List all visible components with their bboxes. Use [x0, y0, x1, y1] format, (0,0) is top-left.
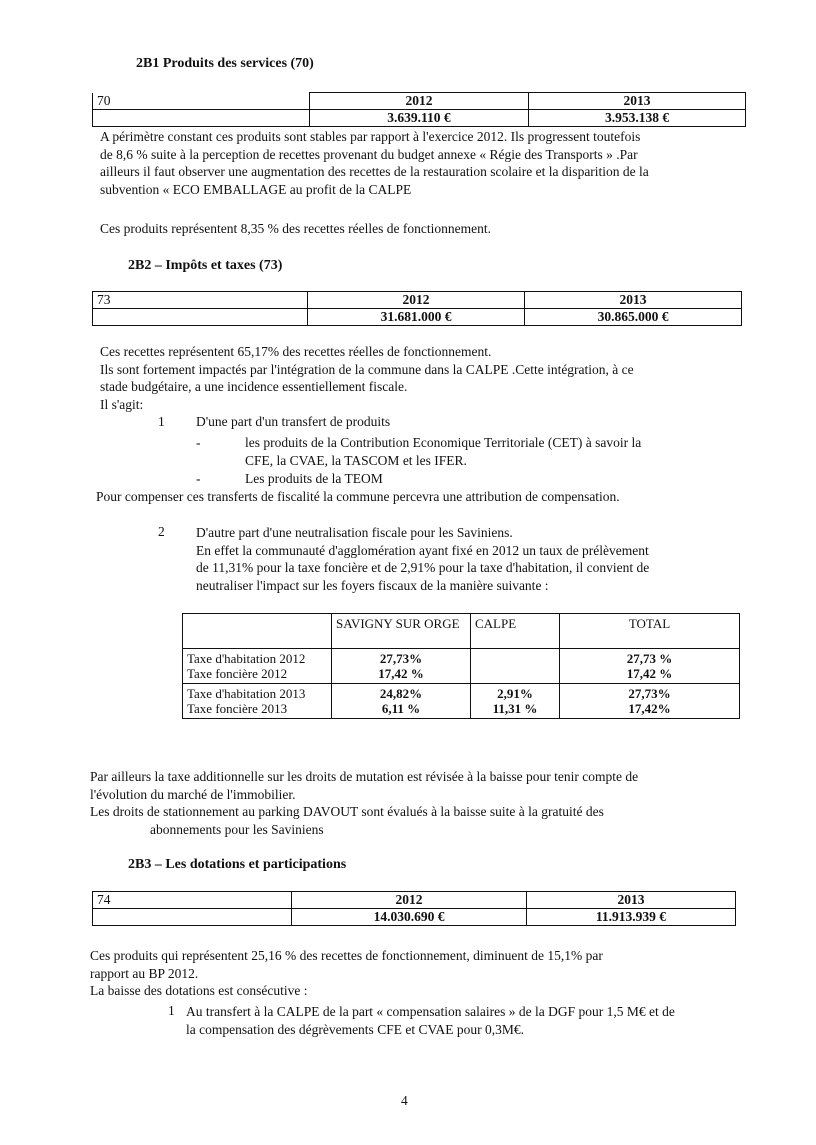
- value: 24,82%: [379, 686, 423, 701]
- tax-cell: [332, 684, 471, 719]
- list-item: [186, 1003, 675, 1038]
- tax-header-total: TOTAL: [560, 614, 740, 649]
- text-line: Les droits de stationnement au parking DAVOUT sont évalués à la baisse suite à la gratuité des: [90, 804, 604, 819]
- tax-cell: [471, 649, 560, 684]
- text-line: La baisse des dotations est consécutive :: [90, 983, 308, 998]
- text-line: Il s'agit:: [100, 396, 144, 412]
- table-code: 74: [93, 892, 292, 909]
- value: 6,11 %: [381, 701, 421, 716]
- value: 17,42 %: [378, 666, 424, 681]
- text-line: neutraliser l'impact sur les foyers fiscaux de la manière suivante :: [196, 577, 549, 593]
- text-line: Ces produits qui représentent 25,16 % des recettes de fonctionnement, diminuent de 15,1% par: [90, 948, 603, 963]
- table-header-2013: 2013: [525, 292, 742, 309]
- value: 17,42%: [628, 701, 671, 716]
- list-subitem: CFE, la CVAE, la TASCOM et les IFER.: [245, 453, 467, 468]
- text-line: de 8,6 % suite à la perception de recettes provenant du budget annexe « Régie des Transports » .Par: [100, 146, 638, 162]
- table-value-2012: 14.030.690 €: [292, 909, 527, 926]
- tax-row-label: [183, 684, 332, 719]
- paragraph: Pour compenser ces transferts de fiscalité la commune percevra une attribution de compensation.: [96, 489, 620, 504]
- tax-row-label: [183, 649, 332, 684]
- table-value-2013: 3.953.138 €: [529, 110, 746, 127]
- label-line: Taxe d'habitation 2012: [187, 651, 306, 666]
- text-line: stade budgétaire, a une incidence essentiellement fiscale.: [100, 379, 408, 394]
- paragraph: [90, 768, 638, 838]
- list-item: D'une part d'un transfert de produits: [196, 414, 391, 429]
- tax-cell: [471, 684, 560, 719]
- tax-header-calpe: CALPE: [471, 614, 560, 649]
- tax-rate-table: [182, 613, 740, 719]
- dash-mark: -: [196, 435, 201, 450]
- table-header-2013: 2013: [529, 93, 746, 110]
- tax-cell: [332, 649, 471, 684]
- list-subitem: Les produits de la TEOM: [245, 471, 383, 486]
- page-number: 4: [401, 1093, 408, 1108]
- table-code: 70: [93, 93, 310, 110]
- list-number: 2: [158, 524, 165, 539]
- text-line: Ces recettes représentent 65,17% des recettes réelles de fonctionnement.: [100, 344, 492, 359]
- text-line: la compensation des dégrèvements CFE et CVAE pour 0,3M€.: [186, 1021, 524, 1037]
- text-line: En effet la communauté d'agglomération ayant fixé en 2012 un taux de prélèvement: [196, 542, 649, 558]
- table-73: [92, 291, 742, 326]
- table-empty-cell: [93, 110, 310, 127]
- paragraph: [100, 128, 649, 198]
- list-item: [196, 524, 649, 594]
- value: 17,42 %: [626, 666, 673, 681]
- text-line: Ils sont fortement impactés par l'intégration de la commune dans la CALPE .Cette intégration, à ce: [100, 361, 634, 377]
- table-70: [92, 92, 746, 127]
- paragraph: [100, 343, 634, 413]
- table-header-2012: 2012: [308, 292, 525, 309]
- text-line: de 11,31% pour la taxe foncière et de 2,91% pour la taxe d'habitation, il convient de: [196, 560, 650, 575]
- value: 27,73%: [628, 686, 671, 701]
- section-title-2b2: 2B2 – Impôts et taxes (73): [128, 258, 283, 273]
- text-line: subvention « ECO EMBALLAGE au profit de la CALPE: [100, 181, 412, 197]
- paragraph: [90, 947, 603, 1000]
- value: 27,73%: [379, 651, 423, 666]
- text-line: ailleurs il faut observer une augmentation des recettes de la restauration scolaire et la disparition de la: [100, 164, 649, 179]
- label-line: Taxe foncière 2013: [187, 701, 288, 716]
- table-value-2013: 11.913.939 €: [527, 909, 736, 926]
- table-header-2013: 2013: [527, 892, 736, 909]
- table-header-2012: 2012: [292, 892, 527, 909]
- tax-header-savigny: SAVIGNY SUR ORGE: [332, 614, 471, 649]
- tax-header-empty: [183, 614, 332, 649]
- text-line: D'autre part d'une neutralisation fiscale pour les Saviniens.: [196, 525, 513, 540]
- tax-cell: [560, 684, 740, 719]
- text-line: Par ailleurs la taxe additionnelle sur les droits de mutation est révisée à la baisse pour tenir compte de: [90, 769, 639, 784]
- tax-cell: [560, 649, 740, 684]
- table-empty-cell: [93, 909, 292, 926]
- text-line: rapport au BP 2012.: [90, 965, 199, 981]
- list-number: 1: [158, 414, 165, 429]
- table-value-2012: 31.681.000 €: [308, 309, 525, 326]
- paragraph: Ces produits représentent 8,35 % des recettes réelles de fonctionnement.: [100, 221, 491, 236]
- text-line: abonnements pour les Saviniens: [150, 821, 324, 837]
- label-line: Taxe foncière 2012: [187, 666, 288, 681]
- dash-mark: -: [196, 471, 201, 486]
- table-74: [92, 891, 736, 926]
- value: 11,31 %: [492, 701, 538, 716]
- value: 27,73 %: [626, 651, 673, 666]
- table-header-2012: 2012: [310, 93, 529, 110]
- list-number: 1: [168, 1003, 175, 1018]
- table-value-2013: 30.865.000 €: [525, 309, 742, 326]
- table-code: 73: [93, 292, 308, 309]
- text-line: Au transfert à la CALPE de la part « compensation salaires » de la DGF pour 1,5 M€ et de: [186, 1004, 675, 1019]
- text-line: A périmètre constant ces produits sont stables par rapport à l'exercice 2012. Ils progressent toutefois: [100, 129, 641, 144]
- section-title-2b1: 2B1 Produits des services (70): [136, 56, 314, 71]
- table-value-2012: 3.639.110 €: [310, 110, 529, 127]
- list-subitem: les produits de la Contribution Economique Territoriale (CET) à savoir la: [245, 435, 642, 450]
- table-empty-cell: [93, 309, 308, 326]
- section-title-2b3: 2B3 – Les dotations et participations: [128, 857, 347, 872]
- value: 2,91%: [497, 686, 533, 701]
- label-line: Taxe d'habitation 2013: [187, 686, 306, 701]
- text-line: l'évolution du marché de l'immobilier.: [90, 786, 296, 802]
